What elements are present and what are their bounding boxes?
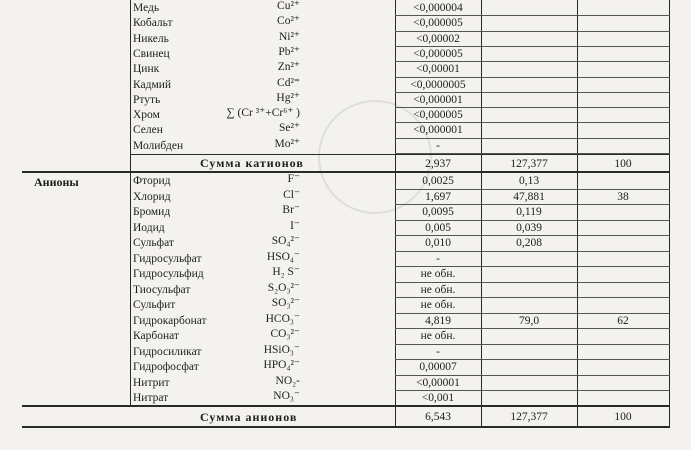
cell-formula: Se²⁺	[278, 122, 300, 135]
cell-v1: <0,000004	[413, 2, 463, 14]
cell-formula: CO₃²⁻	[270, 328, 300, 340]
cell-name: Цинк	[133, 63, 160, 76]
cation-sum-bottom-line	[22, 171, 670, 173]
cell-name: Молибден	[133, 139, 184, 152]
cell-v2: 47,881	[513, 190, 545, 203]
cell-name: Гидрокарбонат	[133, 314, 207, 327]
cell-v1: 0,0095	[422, 206, 454, 218]
cell-v2: 0,208	[516, 237, 542, 249]
cell-name: Гидросульфат	[133, 252, 202, 265]
cell-v1: <0,000005	[413, 47, 463, 60]
cell-formula: Hg²⁺	[276, 91, 300, 104]
anion-sum-top-line	[22, 405, 670, 407]
cell-formula: HPO₄²⁻	[263, 359, 300, 371]
cell-formula: F⁻	[287, 173, 300, 185]
cell-v3: 38	[617, 190, 629, 203]
cell-formula: HCO₃⁻	[265, 312, 300, 325]
anion-sum-v3: 100	[614, 411, 632, 423]
cell-v1: 0,00007	[419, 361, 457, 373]
cell-name: Нитрит	[133, 376, 170, 389]
anion-sum-v1: 6,543	[425, 411, 451, 423]
cell-v2: 0,13	[518, 175, 540, 187]
anion-sum-bottom-line	[22, 426, 670, 428]
cell-name: Никель	[133, 32, 169, 45]
cation-sum-v3: 100	[614, 158, 632, 170]
cation-sum-v2: 127,377	[510, 158, 548, 170]
cell-v1: 0,010	[425, 237, 451, 249]
cell-formula: Cl⁻	[283, 188, 300, 201]
cell-v1: <0,00001	[416, 63, 460, 76]
cell-v1: <0,000001	[413, 124, 463, 137]
anion-sum-label: Сумма анионов	[200, 410, 298, 424]
cell-name: Иодид	[133, 221, 165, 234]
cell-name: Гидросульфид	[133, 268, 204, 280]
cell-formula: Cu²⁺	[277, 0, 300, 12]
cation-sum-label: Сумма катионов	[200, 156, 304, 170]
col-line-v3	[577, 0, 578, 428]
cell-formula: Co²⁺	[277, 15, 300, 28]
cell-v1: не обн.	[420, 330, 456, 342]
cell-v1: 0,005	[425, 221, 451, 234]
cell-v1: не обн.	[420, 299, 456, 311]
cell-v1: <0,0000005	[410, 78, 466, 91]
cell-name: Свинец	[133, 47, 170, 60]
cell-formula: ∑ (Cr ³⁺+Cr⁶⁺ )	[226, 107, 300, 120]
cell-formula: H₂ S⁻	[272, 266, 300, 278]
col-line-left	[130, 0, 131, 172]
cell-v1: 0,0025	[422, 175, 454, 187]
cell-formula: Cd²⁼	[277, 76, 300, 89]
cell-v1: <0,000001	[413, 93, 463, 106]
cell-formula: HSO₄⁻	[266, 250, 300, 263]
cell-name: Кобальт	[133, 17, 173, 30]
cell-v2: 0,039	[516, 221, 542, 234]
cell-name: Хлорид	[133, 190, 171, 203]
cell-formula: Pb²⁺	[278, 45, 300, 58]
cell-formula: HSiO₃⁻	[263, 343, 300, 356]
cell-name: Гидрофосфат	[133, 361, 199, 373]
cell-name: Ртуть	[133, 93, 161, 106]
cell-name: Бромид	[133, 206, 171, 218]
cell-v1: не обн.	[420, 268, 456, 280]
cell-v1: <0,000005	[413, 109, 463, 122]
cell-name: Кадмий	[133, 78, 172, 91]
cell-name: Сульфат	[133, 237, 174, 249]
cell-name: Сульфит	[133, 299, 176, 311]
cell-name: Селен	[133, 124, 163, 137]
cell-name: Хром	[133, 109, 160, 122]
cell-name: Тиосульфат	[133, 283, 191, 296]
cell-v1: <0,001	[421, 392, 455, 404]
cell-v1: 4,819	[425, 314, 451, 327]
cation-sum-v1: 2,937	[425, 158, 451, 170]
anion-sum-v2: 127,377	[510, 411, 548, 423]
cell-v2: 79,0	[518, 314, 540, 327]
col-line-right	[669, 0, 670, 428]
cell-formula: I⁻	[290, 219, 300, 232]
cell-formula: Br⁻	[282, 204, 300, 216]
cell-formula: NO₃⁻	[273, 390, 300, 402]
cell-v1: не обн.	[420, 283, 456, 296]
cell-v1: 1,697	[425, 190, 451, 203]
col-line-left-anions	[130, 172, 131, 407]
cell-formula: Ni²⁺	[278, 30, 300, 43]
cation-sum-top-line	[130, 154, 670, 155]
cell-formula: SO₄²⁻	[271, 235, 300, 247]
cell-v2: 0,119	[516, 206, 542, 218]
cell-name: Гидросиликат	[133, 345, 202, 358]
cell-name: Фторид	[133, 175, 171, 187]
cell-name: Нитрат	[133, 392, 169, 404]
cell-v1: <0,000005	[413, 17, 463, 30]
cell-name: Медь	[133, 2, 160, 14]
cell-formula: Mo²⁺	[274, 137, 300, 150]
cell-v1: <0,00002	[416, 32, 460, 45]
cell-v1: -	[436, 252, 440, 265]
cell-v1: <0,00001	[416, 376, 460, 389]
cell-formula: SO₃²⁻	[271, 297, 300, 309]
cell-v1: -	[436, 345, 440, 358]
cell-formula: Zn²⁺	[277, 61, 300, 74]
cell-formula: S₂O₃²⁻	[267, 281, 300, 294]
cell-v3: 62	[617, 314, 629, 327]
cell-name: Карбонат	[133, 330, 179, 342]
anion-group-label: Анионы	[34, 175, 79, 189]
cell-formula: NO₂-	[275, 374, 300, 387]
cell-v1: -	[436, 139, 440, 152]
